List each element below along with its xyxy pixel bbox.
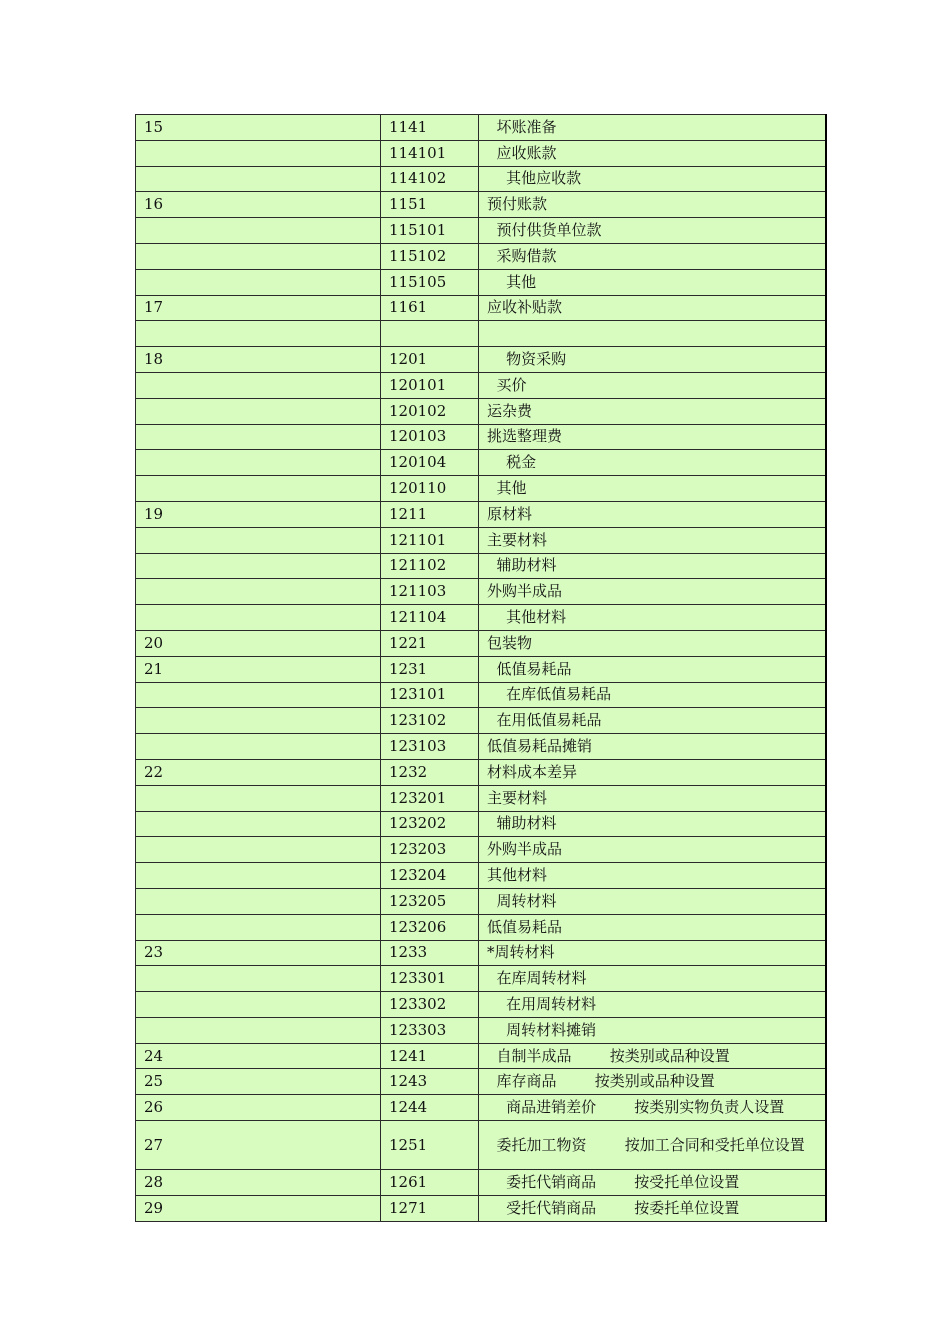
account-name-cell: *周转材料 [479,940,826,966]
sequence-cell [136,863,381,889]
sequence-cell [136,476,381,502]
sequence-cell [136,218,381,244]
account-code-cell: 121103 [381,579,479,605]
account-code-cell: 1261 [381,1170,479,1196]
account-code-cell: 114101 [381,140,479,166]
table-row [136,501,826,527]
account-code-cell: 1241 [381,1043,479,1069]
account-code-cell: 1201 [381,347,479,373]
account-name-cell: 其他 [479,269,826,295]
sequence-cell [136,914,381,940]
sequence-cell: 28 [136,1170,381,1196]
account-code-cell: 123103 [381,734,479,760]
account-name-cell: 税金 [479,450,826,476]
account-name-cell: 辅助材料 [479,811,826,837]
account-code-cell: 115105 [381,269,479,295]
sequence-cell [136,372,381,398]
table-row [136,1195,826,1221]
account-code-cell: 1243 [381,1069,479,1095]
account-name-cell: 预付账款 [479,192,826,218]
sequence-cell [136,837,381,863]
account-code-cell: 121104 [381,605,479,631]
account-name-cell: 自制半成品 按类别或品种设置 [479,1043,826,1069]
table-row [136,243,826,269]
sequence-cell: 24 [136,1043,381,1069]
table-row [136,476,826,502]
account-name-cell: 应收补贴款 [479,295,826,321]
sequence-cell: 16 [136,192,381,218]
account-code-cell: 121102 [381,553,479,579]
account-code-cell: 1244 [381,1095,479,1121]
account-code-cell: 123302 [381,992,479,1018]
table-row [136,579,826,605]
account-name-cell: 低值易耗品 [479,914,826,940]
account-code-cell: 123205 [381,888,479,914]
account-name-cell: 委托代销商品 按受托单位设置 [479,1170,826,1196]
account-code-cell: 120110 [381,476,479,502]
table-row [136,372,826,398]
table-row [136,321,826,347]
account-codes-table [135,114,827,1222]
account-name-cell: 其他 [479,476,826,502]
account-name-cell: 采购借款 [479,243,826,269]
account-code-cell [381,321,479,347]
account-name-cell: 外购半成品 [479,579,826,605]
sequence-cell: 22 [136,759,381,785]
sequence-cell [136,992,381,1018]
account-code-cell: 120101 [381,372,479,398]
sequence-cell [136,424,381,450]
table-body [136,115,826,1222]
account-code-cell: 1221 [381,630,479,656]
account-name-cell: 周转材料 [479,888,826,914]
account-code-cell: 1233 [381,940,479,966]
sequence-cell [136,140,381,166]
account-code-cell: 120104 [381,450,479,476]
account-code-cell: 1271 [381,1195,479,1221]
account-code-cell: 123303 [381,1017,479,1043]
account-name-cell: 在用周转材料 [479,992,826,1018]
sequence-cell [136,811,381,837]
account-code-cell: 1151 [381,192,479,218]
account-code-cell: 123202 [381,811,479,837]
table-row [136,837,826,863]
table-row [136,527,826,553]
sequence-cell: 15 [136,115,381,141]
account-name-cell: 原材料 [479,501,826,527]
account-code-cell: 123204 [381,863,479,889]
table-row [136,811,826,837]
sequence-cell: 19 [136,501,381,527]
table-row [136,192,826,218]
table-row [136,140,826,166]
sequence-cell [136,785,381,811]
account-name-cell: 预付供货单位款 [479,218,826,244]
sequence-cell: 21 [136,656,381,682]
table-row [136,1017,826,1043]
sequence-cell: 25 [136,1069,381,1095]
account-name-cell: 在用低值易耗品 [479,708,826,734]
account-name-cell: 买价 [479,372,826,398]
account-code-cell: 123206 [381,914,479,940]
table-row [136,347,826,373]
sequence-cell: 17 [136,295,381,321]
account-code-cell: 120102 [381,398,479,424]
account-name-cell: 包装物 [479,630,826,656]
account-code-cell: 115102 [381,243,479,269]
account-code-cell: 121101 [381,527,479,553]
sequence-cell: 26 [136,1095,381,1121]
account-name-cell: 受托代销商品 按委托单位设置 [479,1195,826,1221]
table-row [136,656,826,682]
account-name-cell: 运杂费 [479,398,826,424]
account-name-cell: 其他材料 [479,605,826,631]
table-row [136,295,826,321]
sequence-cell: 20 [136,630,381,656]
sequence-cell [136,269,381,295]
account-code-cell: 1141 [381,115,479,141]
account-name-cell: 材料成本差异 [479,759,826,785]
account-table-container [135,114,827,1222]
sequence-cell [136,243,381,269]
table-row [136,398,826,424]
table-row [136,785,826,811]
table-row [136,1069,826,1095]
account-code-cell: 123101 [381,682,479,708]
account-name-cell: 低值易耗品摊销 [479,734,826,760]
table-row [136,218,826,244]
account-name-cell: 库存商品 按类别或品种设置 [479,1069,826,1095]
sequence-cell: 18 [136,347,381,373]
table-row [136,1121,826,1170]
table-row [136,940,826,966]
sequence-cell [136,966,381,992]
account-name-cell: 物资采购 [479,347,826,373]
account-code-cell: 123201 [381,785,479,811]
table-row [136,734,826,760]
account-name-cell [479,321,826,347]
table-row [136,914,826,940]
table-row [136,424,826,450]
account-name-cell: 辅助材料 [479,553,826,579]
table-row [136,1095,826,1121]
sequence-cell [136,450,381,476]
sequence-cell [136,321,381,347]
account-code-cell: 1231 [381,656,479,682]
sequence-cell [136,888,381,914]
account-code-cell: 120103 [381,424,479,450]
sequence-cell [136,579,381,605]
table-row [136,1043,826,1069]
sequence-cell [136,708,381,734]
sequence-cell [136,1017,381,1043]
table-row [136,1170,826,1196]
sequence-cell: 29 [136,1195,381,1221]
account-name-cell: 在库低值易耗品 [479,682,826,708]
table-row [136,605,826,631]
account-name-cell: 外购半成品 [479,837,826,863]
table-row [136,269,826,295]
account-name-cell: 委托加工物资 按加工合同和受托单位设置 [479,1121,826,1170]
account-name-cell: 低值易耗品 [479,656,826,682]
account-code-cell: 123301 [381,966,479,992]
account-name-cell: 周转材料摊销 [479,1017,826,1043]
account-name-cell: 其他应收款 [479,166,826,192]
table-row [136,992,826,1018]
table-row [136,682,826,708]
table-row [136,450,826,476]
account-name-cell: 主要材料 [479,785,826,811]
sequence-cell [136,605,381,631]
sequence-cell: 23 [136,940,381,966]
sequence-cell [136,398,381,424]
sequence-cell [136,734,381,760]
table-row [136,115,826,141]
account-name-cell: 其他材料 [479,863,826,889]
account-code-cell: 1211 [381,501,479,527]
account-code-cell: 123203 [381,837,479,863]
account-code-cell: 123102 [381,708,479,734]
table-row [136,888,826,914]
sequence-cell [136,527,381,553]
account-name-cell: 挑选整理费 [479,424,826,450]
account-name-cell: 商品进销差价 按类别实物负责人设置 [479,1095,826,1121]
account-code-cell: 1251 [381,1121,479,1170]
sequence-cell [136,166,381,192]
sequence-cell: 27 [136,1121,381,1170]
table-row [136,166,826,192]
account-code-cell: 114102 [381,166,479,192]
account-code-cell: 1232 [381,759,479,785]
account-code-cell: 1161 [381,295,479,321]
table-row [136,966,826,992]
table-row [136,630,826,656]
table-row [136,708,826,734]
table-row [136,759,826,785]
sequence-cell [136,682,381,708]
sequence-cell [136,553,381,579]
account-name-cell: 主要材料 [479,527,826,553]
account-code-cell: 115101 [381,218,479,244]
account-name-cell: 应收账款 [479,140,826,166]
table-row [136,863,826,889]
table-row [136,553,826,579]
account-name-cell: 在库周转材料 [479,966,826,992]
account-name-cell: 坏账准备 [479,115,826,141]
